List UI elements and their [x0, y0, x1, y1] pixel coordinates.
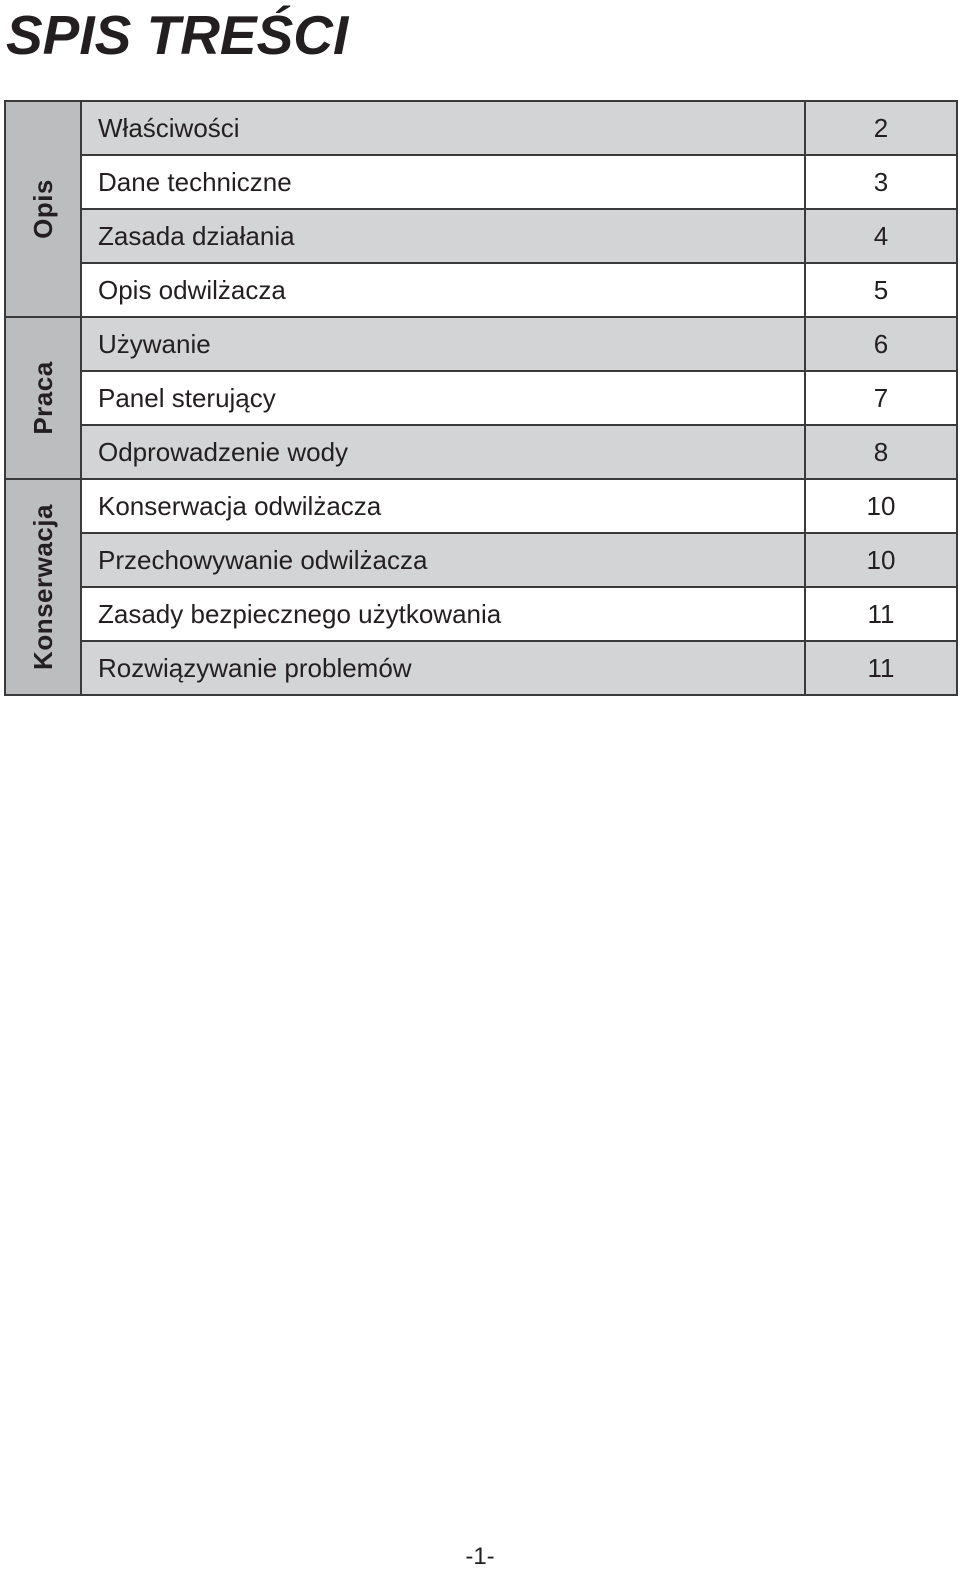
section-konserwacja	[5, 479, 81, 695]
section-opis	[5, 101, 81, 317]
toc-entry-page: 4	[805, 209, 957, 263]
toc-entry-page: 8	[805, 425, 957, 479]
section-label: Praca	[28, 361, 58, 435]
toc-row[interactable]	[5, 587, 957, 641]
section-praca	[5, 317, 81, 479]
toc-entry-page: 3	[805, 155, 957, 209]
toc-entry-title: Przechowywanie odwilżacza	[81, 533, 805, 587]
toc-entry-title: Odprowadzenie wody	[81, 425, 805, 479]
toc-entry-title: Zasady bezpiecznego użytkowania	[81, 587, 805, 641]
toc-entry-page: 6	[805, 317, 957, 371]
toc-row[interactable]	[5, 155, 957, 209]
toc-entry-title: Opis odwilżacza	[81, 263, 805, 317]
toc-entry-page: 11	[805, 587, 957, 641]
toc-entry-title: Zasada działania	[81, 209, 805, 263]
toc-row[interactable]	[5, 263, 957, 317]
section-label: Opis	[28, 179, 58, 239]
toc-row[interactable]	[5, 101, 957, 155]
page-number: -1-	[465, 1543, 495, 1570]
toc-row[interactable]	[5, 641, 957, 695]
toc-row[interactable]	[5, 317, 957, 371]
toc-entry-page: 11	[805, 641, 957, 695]
toc-entry-title: Właściwości	[81, 101, 805, 155]
toc-entry-title: Panel sterujący	[81, 371, 805, 425]
toc-entry-title: Dane techniczne	[81, 155, 805, 209]
toc-entry-title: Rozwiązywanie problemów	[81, 641, 805, 695]
toc-row[interactable]	[5, 479, 957, 533]
toc-entry-page: 7	[805, 371, 957, 425]
section-label: Konserwacja	[28, 504, 58, 670]
toc-entry-page: 10	[805, 479, 957, 533]
toc-entry-page: 5	[805, 263, 957, 317]
toc-entry-title: Używanie	[81, 317, 805, 371]
toc-entry-page: 10	[805, 533, 957, 587]
toc-row[interactable]	[5, 425, 957, 479]
toc-row[interactable]	[5, 209, 957, 263]
toc-entry-title: Konserwacja odwilżacza	[81, 479, 805, 533]
table-of-contents	[4, 100, 958, 696]
toc-row[interactable]	[5, 533, 957, 587]
toc-row[interactable]	[5, 371, 957, 425]
page-title: SPIS TREŚCI	[6, 4, 349, 66]
toc-entry-page: 2	[805, 101, 957, 155]
